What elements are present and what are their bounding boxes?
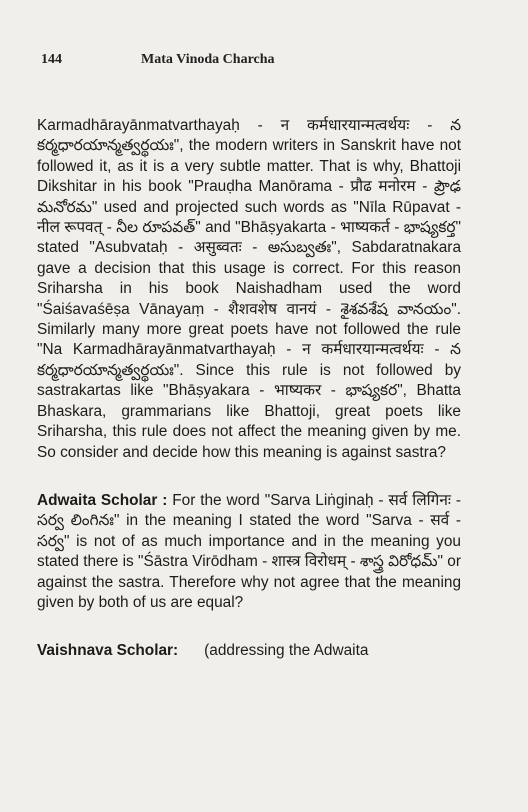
book-title: Mata Vinoda Charcha: [141, 52, 275, 67]
speaker-label-adwaita: Adwaita Scholar :: [37, 491, 168, 509]
paragraph-2-text: For the word "Sarva Liṅginaḥ - सर्व लिगिनः - సర్వ లింగినః" in the meaning I stated the word "Sarva - सर्व - సర్వ" is not of as much importance and in the meaning you stated there is "Śāstra Virōdham - शास्त्र विरोधम् - శాస్త్ర విరోధమ్" or against the sastra. Therefore why not agree that the meaning given by both of us are equal?: [37, 491, 461, 611]
paragraph-3: [37, 641, 461, 661]
paragraph-1: [37, 116, 461, 463]
paragraph-2: [37, 491, 461, 613]
running-header: [41, 52, 461, 68]
paragraph-3-text: (addressing the Adwaita: [204, 642, 369, 660]
page-body: [37, 116, 461, 662]
paragraph-1-text: Karmadhārayānmatvarthayaḥ - न कर्मधारयान्मत्वर्थयः - న కర్మధారయాన్మత్వర్థయః", the modern writers in Sanskrit have not followed it, as it is a very subtle matter. That is why, Bhattoji Dikshitar in his book "Prauḍha Manōrama - प्रौढ मनोरम - ప్రౌఢ మనోరమ" used and projected such words as "Nīla Rūpavat - नील रूपवत् - నీల రూపవత్" and "Bhāṣyakarta - भाष्यकर्त - భాష్యకర్త" stated "Asubvataḥ - असुब्वतः - అసుబ్వతః", Sabdaratnakara gave a decision that this usage is correct. For this reason Sriharsha in his book Naishadham used the word "Śaiśavaśēṣa Vānayaṃ - शैशवशेष वानयं - శైశవశేష వానయం". Similarly many more great poets have not followed the rule "Na Karmadhārayānmatvarthayaḥ - न कर्मधारयान्मत्वर्थयः - న కర్మధారయాన్మత్వర్థయః". Since this rule is not followed by sastrakartas like "Bhāṣyakara - भाष्यकर - భాష్యకర", Bhatta Bhaskara, grammarians like Bhattoji, great poets like Sriharsha, this rule does not affect the meaning given by me. So consider and decide how this meaning is against sastra?: [37, 117, 461, 461]
page-number: 144: [41, 52, 62, 67]
speaker-label-vaishnava: Vaishnava Scholar:: [37, 642, 179, 660]
